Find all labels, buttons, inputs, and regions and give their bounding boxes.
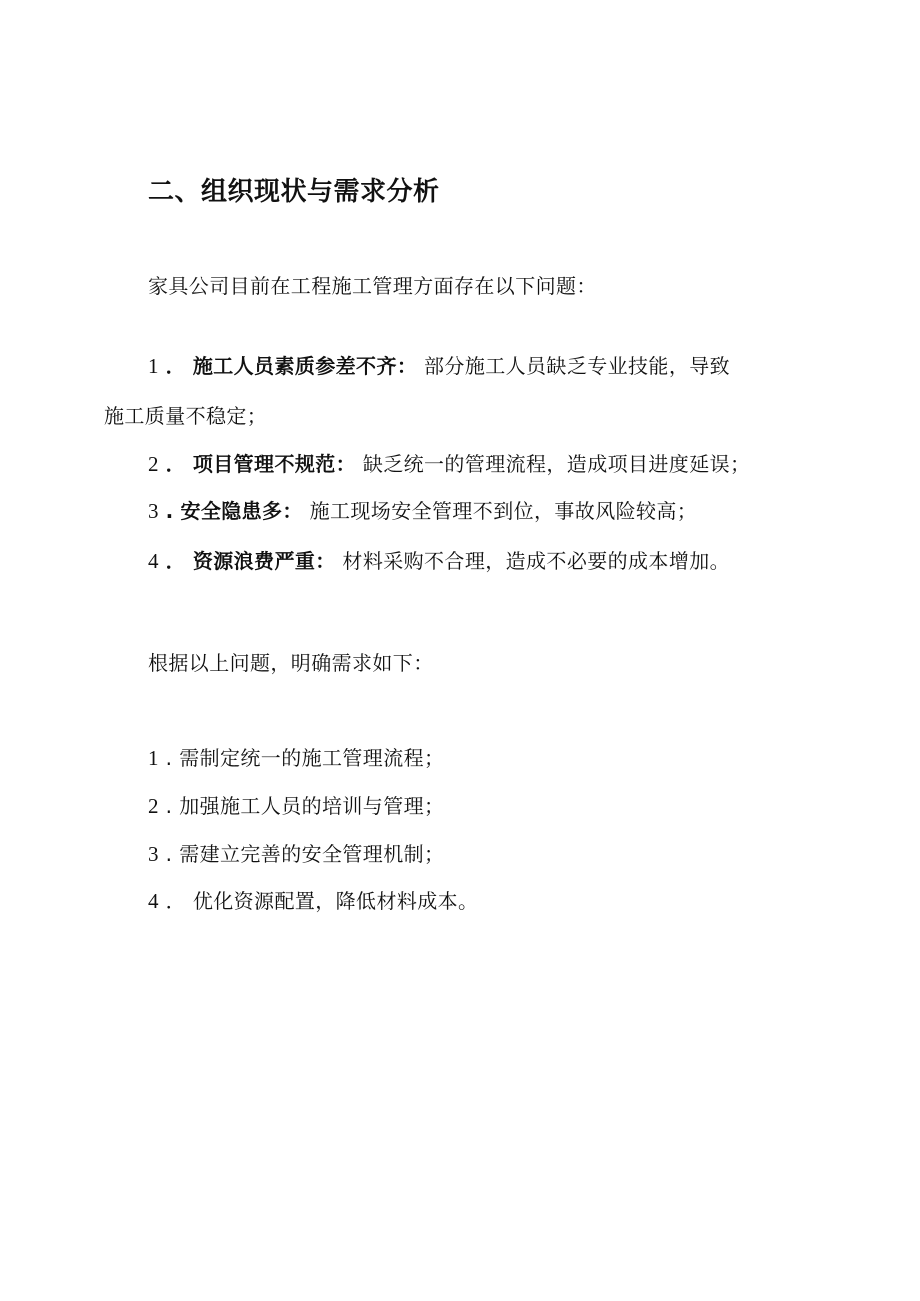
need-item-2 xyxy=(148,792,444,820)
problem-number: 4 xyxy=(148,549,159,573)
need-number: 3 xyxy=(148,842,159,866)
problem-text: 材料采购不合理，造成不必要的成本增加。 xyxy=(342,549,731,573)
problem-separator: ． xyxy=(165,549,187,573)
problem-number: 3 xyxy=(148,499,159,523)
need-text: 优化资源配置，降低材料成本。 xyxy=(192,889,479,913)
section-heading: 二、组织现状与需求分析 xyxy=(148,177,440,207)
problem-separator: ． xyxy=(165,354,187,378)
need-separator: . xyxy=(165,842,173,866)
problem-title: 安全隐患多： xyxy=(180,499,303,523)
need-number: 4 xyxy=(148,889,159,913)
needs-intro-paragraph: 根据以上问题，明确需求如下： xyxy=(148,651,434,675)
problem-separator: ． xyxy=(165,452,187,476)
problem-item-1-continuation: 施工质量不稳定； xyxy=(104,404,268,428)
problem-title: 项目管理不规范： xyxy=(192,452,357,476)
problem-item-1 xyxy=(148,352,730,380)
need-separator: . xyxy=(165,794,173,818)
problem-number: 2 xyxy=(148,452,159,476)
problem-item-4 xyxy=(148,547,730,575)
problem-title: 资源浪费严重： xyxy=(192,549,336,573)
problem-text: 部分施工人员缺乏专业技能，导致 xyxy=(424,354,731,378)
problem-title: 施工人员素质参差不齐： xyxy=(192,354,418,378)
problem-number: 1 xyxy=(148,354,159,378)
problem-separator: . xyxy=(165,499,174,523)
need-item-3 xyxy=(148,840,444,868)
problem-item-3 xyxy=(148,497,697,525)
need-separator: . xyxy=(165,746,173,770)
need-item-1 xyxy=(148,744,444,772)
need-item-4 xyxy=(148,887,478,915)
need-text: 加强施工人员的培训与管理； xyxy=(179,794,445,818)
problem-item-2 xyxy=(148,450,750,478)
problem-text: 施工现场安全管理不到位，事故风险较高； xyxy=(309,499,698,523)
need-text: 需制定统一的施工管理流程； xyxy=(179,746,445,770)
need-separator: ． xyxy=(165,889,187,913)
intro-paragraph: 家具公司目前在工程施工管理方面存在以下问题： xyxy=(148,274,597,298)
need-number: 2 xyxy=(148,794,159,818)
need-text: 需建立完善的安全管理机制； xyxy=(179,842,445,866)
need-number: 1 xyxy=(148,746,159,770)
problem-text: 缺乏统一的管理流程，造成项目进度延误； xyxy=(362,452,751,476)
